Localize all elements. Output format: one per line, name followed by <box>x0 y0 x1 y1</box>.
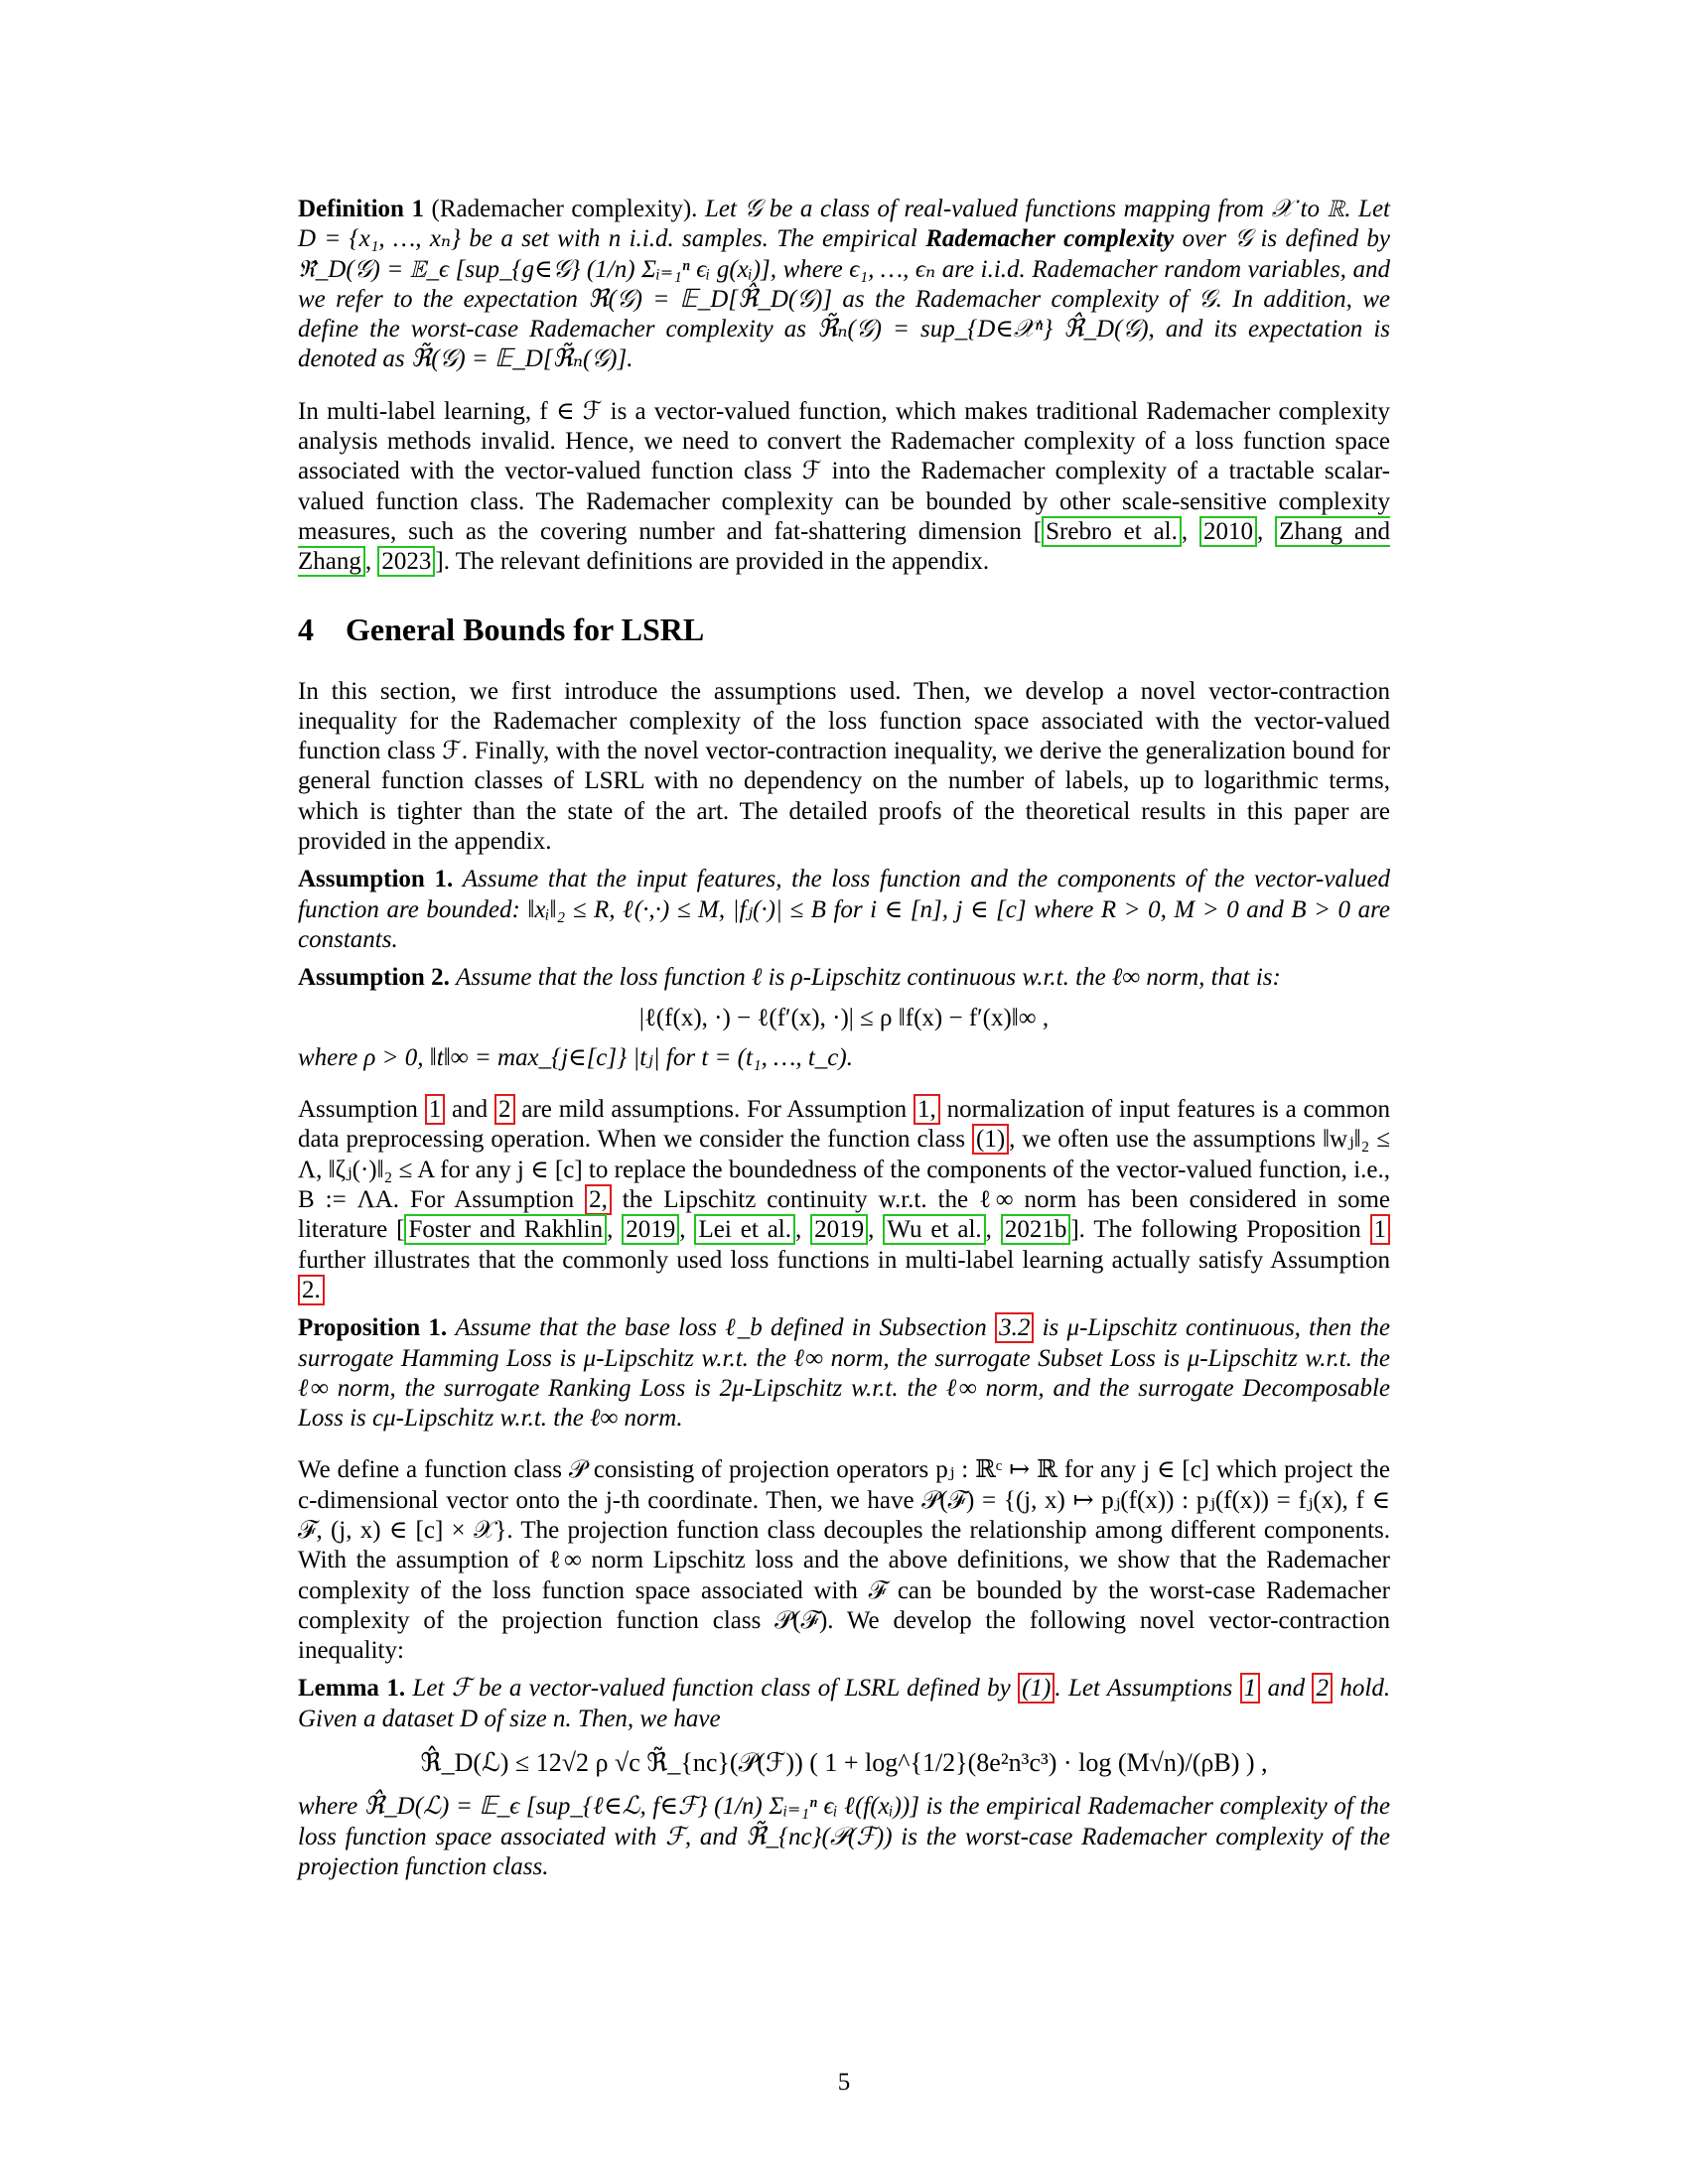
ref-proposition-1[interactable]: 1 <box>1370 1214 1391 1245</box>
citation-zhang-year[interactable]: 2023 <box>377 546 435 577</box>
lemma-1-after: where ℜ̂_D(ℒ) = 𝔼_ϵ [sup_{ℓ∈ℒ, f∈ℱ} (1/n) Σᵢ₌₁ⁿ ϵᵢ ℓ(f(xᵢ))] is the empirical Rademacher complexity of the loss function space associated with ℱ, and ℜ̃_{nc}(𝒫(ℱ)) is the worst-case Rademacher complexity of the projection function class. <box>298 1793 1390 1880</box>
citation-srebro[interactable]: Srebro et al. <box>1042 516 1182 547</box>
citation-lei-year[interactable]: 2019 <box>810 1214 868 1245</box>
paper-page <box>298 195 1390 1882</box>
assumption-2-text: Assume that the loss function ℓ is ρ-Lipschitz continuous w.r.t. the ℓ∞ norm, that is: <box>456 964 1281 992</box>
definition-heading: Definition 1 <box>298 196 424 222</box>
lemma-1-heading: Lemma 1. <box>298 1675 406 1703</box>
ref-equation-1[interactable]: (1) <box>972 1124 1009 1155</box>
section-title: General Bounds for LSRL <box>346 611 705 647</box>
definition-1 <box>298 195 1390 375</box>
definition-keyterm: Rademacher complexity <box>925 225 1175 253</box>
ref-assumption-2c[interactable]: 2. <box>298 1275 325 1305</box>
ref-subsection-3-2[interactable]: 3.2 <box>995 1312 1034 1343</box>
citation-wu[interactable]: Wu et al. <box>883 1214 985 1245</box>
citation-foster-year[interactable]: 2019 <box>622 1214 679 1245</box>
assumption-2 <box>298 963 1390 993</box>
paragraph-intro: In this section, we first introduce the assumptions used. Then, we develop a novel vector-contraction inequality for the Rademacher complexity of the loss function space associated with the vector-valued function class ℱ. Finally, with the novel vector-contraction inequality, we derive the generalization bound for general function classes of LSRL with no dependency on the number of labels, up to logarithmic terms, which is tighter than the state of the art. The detailed proofs of the theoretical results in this paper are provided in the appendix. <box>298 677 1390 856</box>
citation-wu-year[interactable]: 2021b <box>1001 1214 1071 1245</box>
ref-assumption-1[interactable]: 1 <box>425 1094 446 1125</box>
proposition-1: Proposition 1. Assume that the base loss ℓ_b defined in Subsection 3.2 is μ-Lipschitz continuous, then the surrogate Hamming Loss is μ-Lipschitz w.r.t. the ℓ∞ norm, the surrogate Subset Loss is μ-Lipschitz w.r.t. the ℓ∞ norm, the surrogate Ranking Loss is 2μ-Lipschitz w.r.t. the ℓ∞ norm, and the surrogate Decomposable Loss is cμ-Lipschitz w.r.t. the ℓ∞ norm. <box>298 1314 1391 1433</box>
assumption-1 <box>298 865 1390 955</box>
assumption-2-equation: |ℓ(f(x), ·) − ℓ(f′(x), ·)| ≤ ρ ‖f(x) − f′(x)‖∞ , <box>638 1004 1050 1031</box>
ref-assumption-2b[interactable]: 2, <box>585 1184 612 1215</box>
paragraph-assumptions: Assumption 1 and 2 are mild assumptions. For Assumption 1, normalization of input features is a common data preprocessing operation. When we consider the function class (1) , we often use the assumptions ‖wⱼ‖₂ ≤ Λ, ‖ζⱼ(·)‖₂ ≤ A for any j ∈ [c] to replace the boundedness of the components of the vector-valued function, i.e., B := ΛA. For Assumption 2, the Lipschitz continuity w.r.t. the ℓ∞ norm has been considered in some literature [ Foster and Rakhlin , 2019 , Lei et al. , 2019 , Wu et al. , 2021b ]. The following Proposition 1 further illustrates that the commonly used loss functions in multi-label learning actually satisfy Assumption 2. <box>298 1096 1391 1303</box>
assumption-2-after: where ρ > 0, ‖t‖∞ = max_{j∈[c]} |tⱼ| for t = (t₁, …, t_c). <box>298 1043 853 1071</box>
citation-srebro-year[interactable]: 2010 <box>1199 516 1257 547</box>
citation-lei[interactable]: Lei et al. <box>694 1214 795 1245</box>
definition-text-1: Let 𝒢 be a class of real-valued functions mapping from 𝒳 to ℝ. Let D = {x₁, …, xₙ} be a set with n i.i.d. samples. The empirical <box>298 196 1390 253</box>
ref-equation-1b[interactable]: (1) <box>1018 1673 1055 1704</box>
ref-assumption-2d[interactable]: 2 <box>1312 1673 1333 1704</box>
lemma-1-equation: ℜ̂_D(ℒ) ≤ 12√2 ρ √c ℜ̃_{nc}(𝒫(ℱ)) ( 1 + log^{1/2}(8e²n³c³) · log (M√n)/(ρB) ) , <box>420 1748 1268 1778</box>
definition-name: (Rademacher complexity). <box>431 196 698 222</box>
definition-text-2: over 𝒢 is defined by ℜ̂_D(𝒢) = 𝔼_ϵ [sup_{g∈𝒢} (1/n) Σᵢ₌₁ⁿ ϵᵢ g(xᵢ)], where ϵ₁, …, ϵₙ are i.i.d. Rademacher random variables, and we refer to the expectation ℜ(𝒢) = 𝔼_D[ℜ̂_D(𝒢)] as the Rademacher complexity of 𝒢. In addition, we define the worst-case Rademacher complexity as ℜ̃ₙ(𝒢) = sup_{D∈𝒳ⁿ} ℜ̂_D(𝒢), and its expectation is denoted as ℜ̃(𝒢) = 𝔼_D[ℜ̃ₙ(𝒢)]. <box>298 225 1391 373</box>
ref-assumption-1b[interactable]: 1, <box>914 1094 940 1125</box>
paragraph-projection: We define a function class 𝒫 consisting of projection operators pⱼ : ℝᶜ ↦ ℝ for any j ∈ [c] which project the c-dimensional vector onto the j-th coordinate. Then, we have 𝒫(ℱ) = {(j, x) ↦ pⱼ(f(x)) : pⱼ(f(x)) = fⱼ(x), f ∈ ℱ, (j, x) ∈ [c] × 𝒳}. The projection function class decouples the relationship among different components. With the assumption of ℓ∞ norm Lipschitz loss and the above definitions, we show that the Rademacher complexity of the loss function space associated with ℱ can be bounded by the worst-case Rademacher complexity of the projection function class 𝒫(ℱ). We develop the following novel vector-contraction inequality: <box>298 1456 1390 1665</box>
assumption-1-heading: Assumption 1. <box>298 866 454 893</box>
ref-assumption-1c[interactable]: 1 <box>1240 1673 1261 1704</box>
paragraph-multilabel-text: In multi-label learning, f ∈ ℱ is a vector-valued function, which makes traditional Rademacher complexity analysis methods invalid. Hence, we need to convert the Rademacher complexity of a loss function space associated with the vector-valued function class ℱ into the Rademacher complexity of a tractable scalar-valued function class. The Rademacher complexity can be bounded by other scale-sensitive complexity measures, such as the covering number and fat-shattering dimension <box>298 397 1390 545</box>
paragraph-multilabel: In multi-label learning, f ∈ ℱ is a vector-valued function, which makes traditional Rademacher complexity analysis methods invalid. Hence, we need to convert the Rademacher complexity of a loss function space associated with the vector-valued function class ℱ into the Rademacher complexity of a tractable scalar-valued function class. The Rademacher complexity can be bounded by other scale-sensitive complexity measures, such as the covering number and fat-shattering dimension [ Srebro et al. , 2010 , Zhang and Zhang , 2023 ]. The relevant definitions are provided in the appendix. <box>298 397 1391 576</box>
section-number: 4 <box>298 611 314 647</box>
ref-assumption-2[interactable]: 2 <box>494 1094 515 1125</box>
citation-zhang[interactable]: Zhang and Zhang <box>298 517 1391 576</box>
page-number: 5 <box>837 2069 851 2096</box>
lemma-1: Lemma 1. Let ℱ be a vector-valued function class of LSRL defined by (1) . Let Assumptions 1 and 2 hold. Given a dataset D of size n. Then, we have <box>298 1675 1391 1732</box>
citation-foster[interactable]: Foster and Rakhlin <box>404 1214 607 1245</box>
section-heading <box>298 612 1390 647</box>
proposition-1-heading: Proposition 1. <box>298 1314 448 1342</box>
assumption-1-text: Assume that the input features, the loss function and the components of the vector-valued function are bounded: ‖xᵢ‖₂ ≤ R, ℓ(·,·) ≤ M, |fⱼ(·)| ≤ B for i ∈ [n], j ∈ [c] where R > 0, M > 0 and B > 0 are constants. <box>298 866 1390 953</box>
assumption-2-heading: Assumption 2. <box>298 964 450 992</box>
